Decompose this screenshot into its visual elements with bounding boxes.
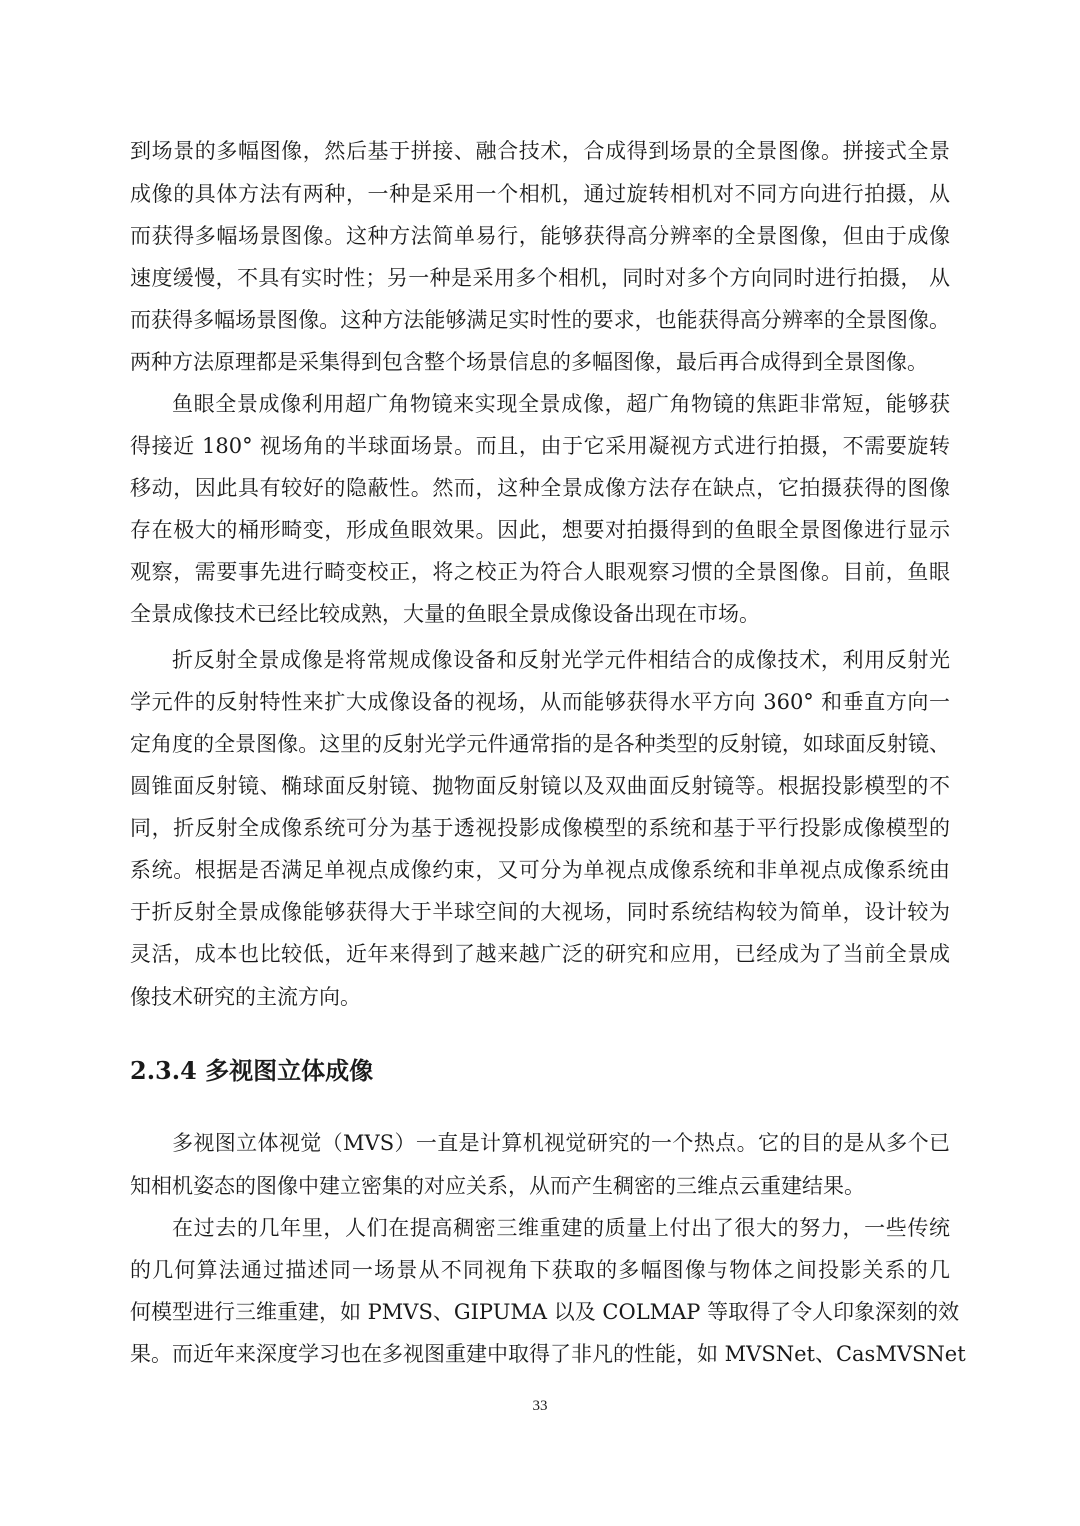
- text-line: 知相机姿态的图像中建立密集的对应关系，从而产生稠密的三维点云重建结果。: [130, 1174, 865, 1198]
- text-line: 成像的具体方法有两种，一种是采用一个相机，通过旋转相机对不同方向进行拍摄，从: [130, 182, 950, 206]
- text-line: 到场景的多幅图像，然后基于拼接、融合技术，合成得到场景的全景图像。拼接式全景: [130, 139, 950, 163]
- text-line: 得接近 180° 视场角的半球面场景。而且，由于它采用凝视方式进行拍摄，不需要旋转: [130, 434, 950, 458]
- text-line: 而获得多幅场景图像。这种方法简单易行，能够获得高分辨率的全景图像，但由于成像: [130, 224, 950, 248]
- text-line: 何模型进行三维重建，如 PMVS、GIPUMA 以及 COLMAP 等取得了令人印象深刻的效: [130, 1300, 960, 1324]
- text-line: 存在极大的桶形畸变，形成鱼眼效果。因此，想要对拍摄得到的鱼眼全景图像进行显示: [130, 518, 950, 542]
- text-line: 灵活，成本也比较低，近年来得到了越来越广泛的研究和应用，已经成为了当前全景成: [130, 942, 950, 966]
- text-line: 多视图立体视觉（MVS）一直是计算机视觉研究的一个热点。它的目的是从多个已: [172, 1131, 950, 1155]
- text-line: 于折反射全景成像能够获得大于半球空间的大视场，同时系统结构较为简单，设计较为: [130, 900, 950, 924]
- text-line: 定角度的全景图像。这里的反射光学元件通常指的是各种类型的反射镜，如球面反射镜、: [130, 732, 950, 756]
- text-line: 速度缓慢，不具有实时性；另一种是采用多个相机，同时对多个方向同时进行拍摄， 从: [130, 266, 950, 290]
- text-line: 两种方法原理都是采集得到包含整个场景信息的多幅图像，最后再合成得到全景图像。: [130, 350, 928, 374]
- text-line: 鱼眼全景成像利用超广角物镜来实现全景成像，超广角物镜的焦距非常短，能够获: [172, 392, 950, 416]
- page-number: 33: [532, 1398, 548, 1414]
- text-line: 学元件的反射特性来扩大成像设备的视场，从而能够获得水平方向 360° 和垂直方向一: [130, 690, 950, 714]
- text-line: 圆锥面反射镜、椭球面反射镜、抛物面反射镜以及双曲面反射镜等。根据投影模型的不: [130, 774, 950, 798]
- section-heading: 2.3.4 多视图立体成像: [130, 1056, 374, 1085]
- text-line: 观察，需要事先进行畸变校正，将之校正为符合人眼观察习惯的全景图像。目前，鱼眼: [130, 560, 950, 584]
- text-line: 在过去的几年里，人们在提高稠密三维重建的质量上付出了很大的努力，一些传统: [172, 1216, 950, 1240]
- text-line: 移动，因此具有较好的隐蔽性。然而，这种全景成像方法存在缺点，它拍摄获得的图像: [130, 476, 950, 500]
- text-line: 像技术研究的主流方向。: [130, 985, 361, 1009]
- text-line: 系统。根据是否满足单视点成像约束，又可分为单视点成像系统和非单视点成像系统由: [130, 858, 950, 882]
- text-line: 的几何算法通过描述同一场景从不同视角下获取的多幅图像与物体之间投影关系的几: [130, 1258, 950, 1282]
- text-line: 同，折反射全成像系统可分为基于透视投影成像模型的系统和基于平行投影成像模型的: [130, 816, 950, 840]
- text-line: 果。而近年来深度学习也在多视图重建中取得了非凡的性能，如 MVSNet、CasMVSNet: [130, 1342, 966, 1366]
- text-line: 全景成像技术已经比较成熟，大量的鱼眼全景成像设备出现在市场。: [130, 602, 760, 626]
- text-line: 折反射全景成像是将常规成像设备和反射光学元件相结合的成像技术，利用反射光: [172, 648, 950, 672]
- text-line: 而获得多幅场景图像。这种方法能够满足实时性的要求，也能获得高分辨率的全景图像。: [130, 308, 950, 332]
